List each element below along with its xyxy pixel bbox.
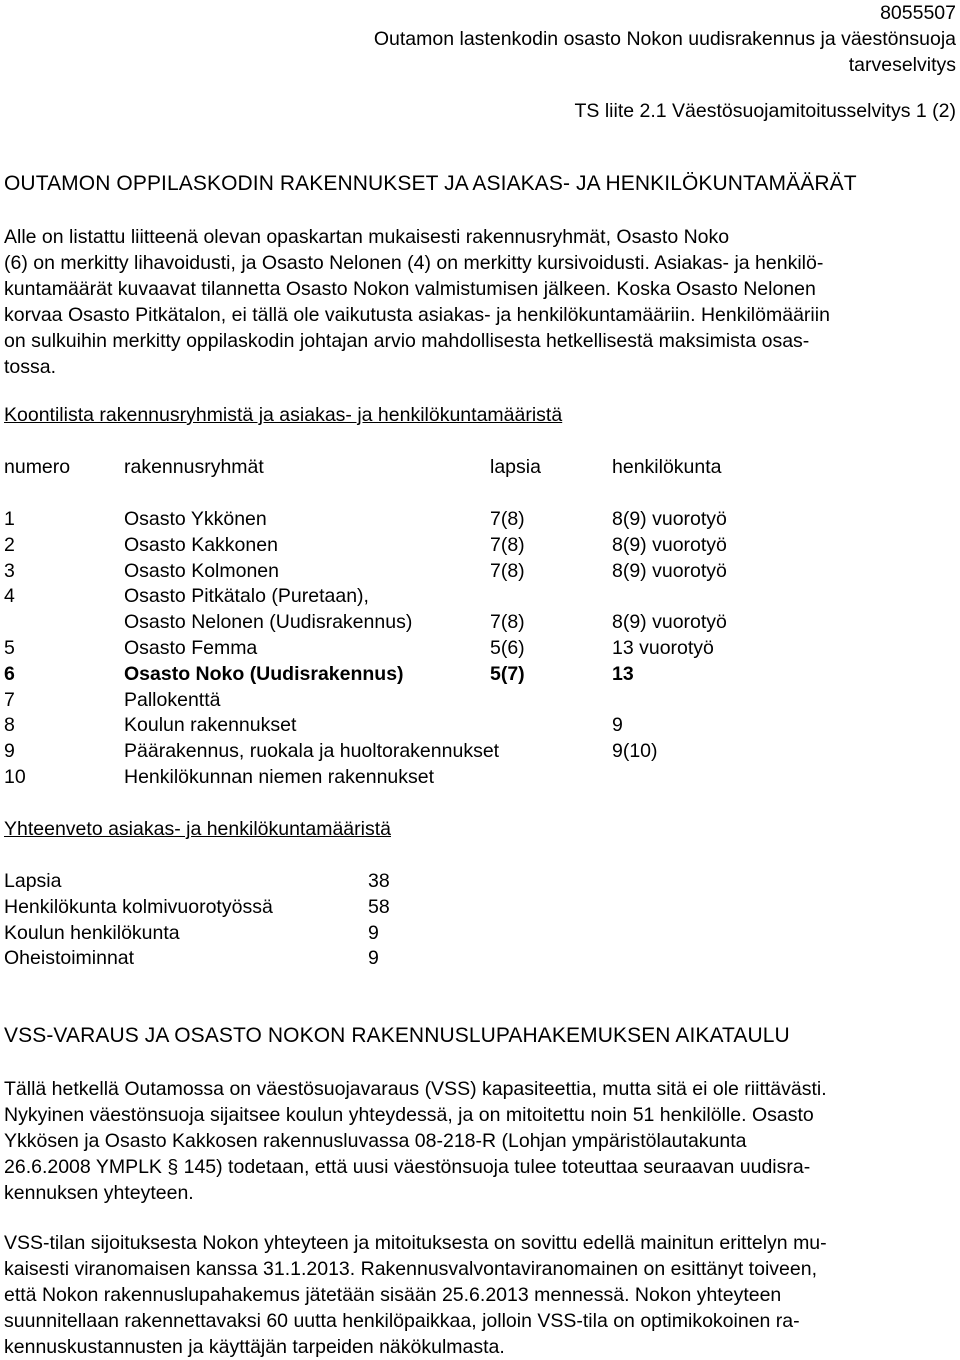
document-number: 8055507: [880, 2, 956, 24]
summary-label: Oheistoiminnat: [4, 947, 135, 969]
appendix-label: TS liite 2.1 Väestösuojamitoitusselvitys 1 (2): [574, 100, 956, 122]
document-title-line1: Outamon lastenkodin osasto Nokon uudisrakennus ja väestönsuoja: [373, 28, 956, 50]
intro-line: (6) on merkitty lihavoidusti, ja Osasto Nelonen (4) on merkitty kursivoidusti. Asiakas- ja henkilö-: [4, 252, 824, 274]
cell-henkilokunta: 13 vuorotyö: [612, 637, 714, 659]
column-header-rakennusryhmat: rakennusryhmät: [124, 456, 264, 478]
column-header-lapsia: lapsia: [490, 456, 541, 478]
paragraph-line: Nykyinen väestönsuoja sijaitsee koulun yhteydessä, ja on mitoitettu noin 51 henkilölle. Osasto: [4, 1104, 814, 1126]
cell-numero: 10: [4, 766, 26, 788]
summary-label: Koulun henkilökunta: [4, 922, 180, 944]
summary-value: 58: [368, 896, 390, 918]
intro-line: korvaa Osasto Pitkätalon, ei tällä ole vaikutusta asiakas- ja henkilökuntamääriin. Henkilömääriin: [4, 304, 830, 326]
cell-lapsia: 7(8): [490, 508, 525, 530]
section2-paragraph1: [4, 1076, 949, 1206]
section2-heading: VSS-VARAUS JA OSASTO NOKON RAKENNUSLUPAHAKEMUKSEN AIKATAULU: [4, 1024, 790, 1047]
paragraph-line: Tällä hetkellä Outamossa on väestösuojavaraus (VSS) kapasiteettia, mutta sitä ei ole riittävästi.: [4, 1078, 827, 1100]
cell-rakennusryhma: Koulun rakennukset: [124, 714, 297, 736]
column-header-numero: numero: [4, 456, 71, 478]
cell-henkilokunta: 8(9) vuorotyö: [612, 508, 727, 530]
paragraph-line: että Nokon rakennuslupahakemus jätetään sisään 25.6.2013 mennessä. Nokon yhteyteen: [4, 1284, 782, 1306]
koontilista-heading: Koontilista rakennusryhmistä ja asiakas- ja henkilökuntamääristä: [4, 404, 563, 426]
cell-henkilokunta: 9(10): [612, 740, 658, 762]
cell-numero: 7: [4, 689, 15, 711]
cell-rakennusryhma: Osasto Pitkätalo (Puretaan),: [124, 585, 369, 607]
cell-numero: 6: [4, 663, 15, 685]
cell-rakennusryhma: Osasto Ykkönen: [124, 508, 267, 530]
paragraph-line: Ykkösen ja Osasto Kakkosen rakennusluvassa 08-218-R (Lohjan ympäristölautakunta: [4, 1130, 747, 1152]
cell-numero: 2: [4, 534, 15, 556]
cell-rakennusryhma: Osasto Nelonen (Uudisrakennus): [124, 611, 413, 633]
cell-henkilokunta: 13: [612, 663, 634, 685]
cell-rakennusryhma: Osasto Noko (Uudisrakennus): [124, 663, 404, 685]
intro-line: kuntamäärät kuvaavat tilannetta Osasto Nokon valmistumisen jälkeen. Koska Osasto Nelonen: [4, 278, 816, 300]
cell-rakennusryhma: Osasto Femma: [124, 637, 258, 659]
paragraph-line: kennuksen yhteyteen.: [4, 1182, 194, 1204]
cell-rakennusryhma: Henkilökunnan niemen rakennukset: [124, 766, 435, 788]
cell-numero: 4: [4, 585, 15, 607]
cell-rakennusryhma: Päärakennus, ruokala ja huoltorakennukset: [124, 740, 500, 762]
section2-paragraph2: [4, 1230, 949, 1360]
document-title-line2: tarveselvitys: [848, 54, 956, 76]
cell-numero: 5: [4, 637, 15, 659]
section1-heading: OUTAMON OPPILASKODIN RAKENNUKSET JA ASIAKAS- JA HENKILÖKUNTAMÄÄRÄT: [4, 172, 857, 195]
cell-numero: 8: [4, 714, 15, 736]
summary-value: 38: [368, 870, 390, 892]
paragraph-line: suunnitellaan rakennettavaksi 60 uutta henkilöpaikkaa, jolloin VSS-tila on optimikokoinen ra-: [4, 1310, 800, 1332]
cell-henkilokunta: 8(9) vuorotyö: [612, 611, 727, 633]
cell-lapsia: 7(8): [490, 534, 525, 556]
yhteenveto-heading: Yhteenveto asiakas- ja henkilökuntamääristä: [4, 818, 391, 840]
column-header-henkilokunta: henkilökunta: [612, 456, 722, 478]
paragraph-line: 26.6.2008 YMPLK § 145) todetaan, että uusi väestönsuoja tulee toteuttaa seuraavan uudisra-: [4, 1156, 811, 1178]
cell-henkilokunta: 8(9) vuorotyö: [612, 560, 727, 582]
intro-line: on sulkuihin merkitty oppilaskodin johtajan arvio mahdollisesta hetkellisestä maksimista osas-: [4, 330, 810, 352]
cell-rakennusryhma: Osasto Kakkonen: [124, 534, 278, 556]
summary-value: 9: [368, 947, 379, 969]
cell-rakennusryhma: Pallokenttä: [124, 689, 221, 711]
summary-label: Lapsia: [4, 870, 62, 892]
summary-value: 9: [368, 922, 379, 944]
intro-line: tossa.: [4, 356, 57, 378]
cell-lapsia: 7(8): [490, 560, 525, 582]
intro-line: Alle on listattu liitteenä olevan opaskartan mukaisesti rakennusryhmät, Osasto Noko: [4, 226, 730, 248]
paragraph-line: kaisesti viranomaisen kanssa 31.1.2013. Rakennusvalvontaviranomainen on esittänyt toiveen,: [4, 1258, 817, 1280]
cell-rakennusryhma: Osasto Kolmonen: [124, 560, 280, 582]
cell-lapsia: 7(8): [490, 611, 525, 633]
cell-henkilokunta: 8(9) vuorotyö: [612, 534, 727, 556]
cell-henkilokunta: 9: [612, 714, 623, 736]
cell-lapsia: 5(7): [490, 663, 525, 685]
cell-numero: 1: [4, 508, 15, 530]
paragraph-line: kennuskustannusten ja käyttäjän tarpeiden näkökulmasta.: [4, 1336, 505, 1358]
section1-intro: [4, 224, 949, 380]
summary-label: Henkilökunta kolmivuorotyössä: [4, 896, 273, 918]
cell-numero: 3: [4, 560, 15, 582]
paragraph-line: VSS-tilan sijoituksesta Nokon yhteyteen ja mitoituksesta on sovittu edellä mainitun erittelyn mu-: [4, 1232, 827, 1254]
cell-numero: 9: [4, 740, 15, 762]
cell-lapsia: 5(6): [490, 637, 525, 659]
